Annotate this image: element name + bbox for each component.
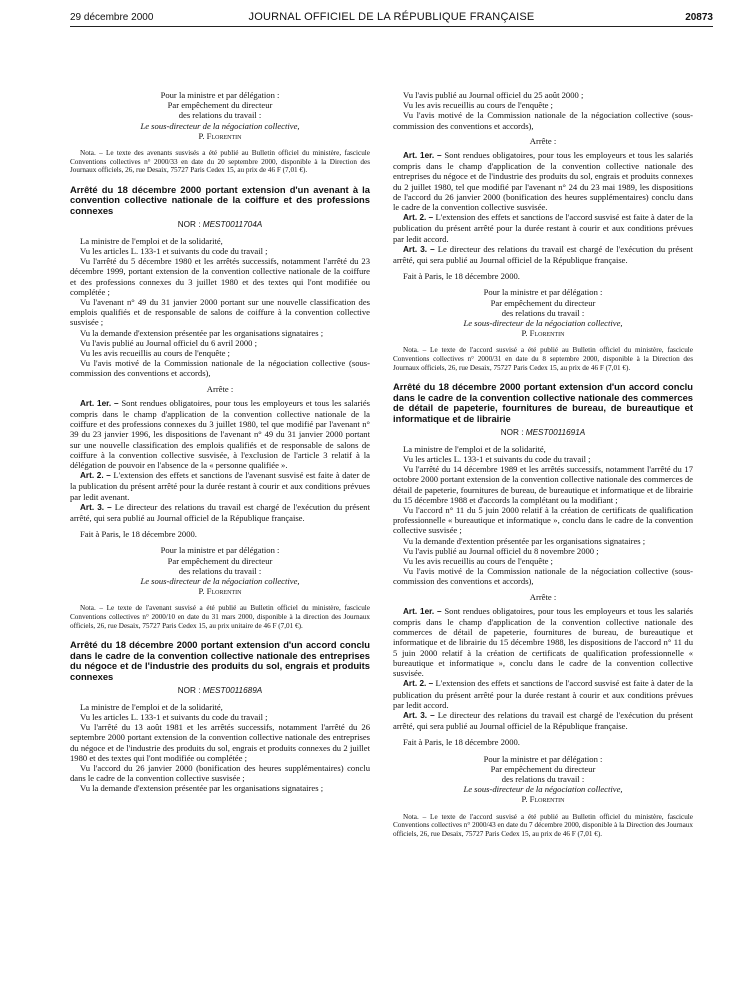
article-label: Art. 3. –	[80, 502, 112, 512]
article-text: Sont rendues obligatoires, pour tous les employeurs et tous les salariés compris dans le champ d'application de la convention collective nationale des commerces de détail de papeterie, fournitures de bureau, de bureautique et informatique et de librairie du 15 décembre 1988, les dispositions de l'accord n° 11 du 5 juin 2000 relatif à la création de certificats de qualification professionnelle « bureautique et informatique », conclu dans le cadre de la convention collective susvisée.	[393, 605, 693, 679]
signatory-name: P. Florentin	[521, 794, 565, 805]
nota: Nota. – Le texte de l'avenant susvisé a été publié au Bulletin officiel du ministère, fascicule Conventions collectives n° 2000/10 en date du 31 mars 2000, disponible à la direction des Journaux officiels, 26, rue Desaix, 75727 Paris Cedex 15, au prix unitaire de 46 F (7,01 €).	[70, 604, 370, 630]
nor-reference	[70, 220, 370, 230]
nota: Nota. – Le texte de l'accord susvisé a été publié au Bulletin officiel du ministère, fascicule Conventions collectives n° 2000/43 en date du 7 décembre 2000, disponible à la Direction des Journaux officiels, 26, rue Desaix, 75727 Paris Cedex 15, au prix de 46 F (7,01 €).	[393, 812, 693, 838]
article-label: Art. 1er. –	[403, 151, 442, 161]
paragraph: Vu les avis recueillis au cours de l'enquête ;	[403, 556, 553, 567]
article-text: Le directeur des relations du travail est chargé de l'exécution du présent arrêté, qui sera publié au Journal officiel de la République française.	[393, 709, 693, 732]
paragraph: Vu l'arrêté du 5 décembre 1980 et les arrêtés successifs, notamment l'arrêté du 23 décembre 1999, portant extension de la convention collective nationale de la coiffure et des professions connexes du 3 juillet 1980 et des textes qui l'ont modifiée ou complétée ;	[70, 256, 370, 297]
article	[393, 606, 693, 678]
nor-label: NOR :	[500, 427, 524, 437]
paragraph: Vu les avis recueillis au cours de l'enquête ;	[80, 348, 230, 359]
paragraph: Vu les articles L. 133-1 et suivants du code du travail ;	[80, 712, 268, 723]
nor-code: MEST0011691A	[525, 427, 586, 437]
signature-line: Par empêchement du directeur	[167, 555, 273, 566]
signature-line: Par empêchement du directeur	[490, 763, 596, 774]
paragraph: Vu la demande d'extention présentée par les organisations signataires ;	[403, 535, 646, 546]
article-text: Sont rendues obligatoires, pour tous les employeurs et tous les salariés compris dans le champ d'application de la convention collective nationale de la coiffure et des professions connexes du 3 juillet 1980, tel que modifié par l'avenant n° 39 du 23 janvier 1996, les dispositions de l'avenant n° 49 du 31 janvier 2000 portant sur une nouvelle classification des emplois qualifiés et de responsable de salons de coiffure à la convention collective susvisée, à l'exclusion de l'article 3 relatif à la délégation de pouvoir en l'absence de la « personne qualifiée ».	[70, 397, 370, 471]
left-column	[70, 90, 370, 794]
nor-label: NOR :	[177, 219, 201, 229]
nor-code: MEST0011689A	[202, 685, 263, 695]
decree-heading: Arrêté du 18 décembre 2000 portant extension d'un accord conclu dans le cadre de la convention collective nationale des entreprises du négoce et de l'industrie des produits du sol, engrais et produits connexes	[70, 639, 370, 683]
signature-title: Le sous-directeur de la négociation collective,	[463, 318, 623, 329]
article-text: Le directeur des relations du travail est chargé de l'exécution du présent arrêté, qui sera publié au Journal officiel de la République française.	[393, 243, 693, 266]
nor-reference	[70, 686, 370, 696]
paragraph: Vu l'avenant n° 49 du 31 janvier 2000 portant sur une nouvelle classification des emplois qualifiés et de responsable de salons de coiffure à la convention collective susvisée ;	[70, 297, 370, 328]
signature-line: Pour la ministre et par délégation :	[483, 753, 603, 764]
arrete-label: Arrête :	[206, 383, 234, 394]
article-label: Art. 1er. –	[403, 606, 442, 616]
paragraph: Vu l'avis motivé de la Commission nationale de la négociation collective (sous-commission des conventions et accords),	[393, 566, 693, 587]
paragraph: Vu les articles L. 133-1 et suivants du code du travail ;	[80, 245, 268, 256]
decree-heading: Arrêté du 18 décembre 2000 portant extension d'un accord conclu dans le cadre de la convention collective nationale des commerces de détail de papeterie, fournitures de bureau, de bureautique et informatique et de librairie	[393, 381, 693, 425]
paragraph: Vu l'avis publié au Journal officiel du 25 août 2000 ;	[403, 90, 584, 100]
article-label: Art. 3. –	[403, 244, 435, 254]
paragraph: Vu l'avis motivé de la Commission nationale de la négociation collective (sous-commission des conventions et accords),	[393, 110, 693, 131]
article	[70, 398, 370, 470]
article-text: L'extension des effets et sanctions de l'accord susvisé est faite à dater de la publication du présent arrêté pour la durée restant à courir et aux conditions prévues par ledit accord.	[393, 678, 693, 710]
signature-block	[393, 754, 693, 805]
signature-line: des relations du travail :	[178, 565, 262, 576]
nor-reference	[393, 428, 693, 438]
article-label: Art. 1er. –	[80, 398, 119, 408]
signature-line: Par empêchement du directeur	[490, 297, 596, 308]
article-text: L'extension des effets et sanctions de l'avenant susvisé est faite à dater de la publication du présent arrêté pour la durée restant à courir et aux conditions prévues par ledit avenant.	[70, 470, 370, 502]
paragraph: Vu l'avis motivé de la Commission nationale de la négociation collective (sous-commission des conventions et accords),	[70, 358, 370, 379]
article-text: Sont rendues obligatoires, pour tous les employeurs et tous les salariés compris dans le champ d'application de la convention collective nationale des entreprises du négoce et de l'industrie des produits du sol, engrais et produits connexes du 2 juillet 1980, tel que modifié par l'avenant n° 24 du 23 mai 1989, les dispositions de l'accord du 26 janvier 2000 (bonification des heures supplémentaires) conclu dans le cadre de la convention collective susvisée.	[393, 150, 693, 213]
article-label: Art. 2. –	[403, 213, 434, 223]
article	[393, 710, 693, 731]
article-label: Art. 2. –	[80, 471, 111, 481]
nota: Nota. – Le texte des avenants susvisés a été publié au Bulletin officiel du ministère, fascicule Conventions collectives n° 2000/33 en date du 20 septembre 2000, disponible à la Direction des Journaux officiels, 26, rue Desaix, 75727 Paris Cedex 15, au prix de 46 F (7,01 €).	[70, 149, 370, 175]
place-date: Fait à Paris, le 18 décembre 2000.	[80, 529, 197, 540]
signatory-name: P. Florentin	[198, 586, 242, 597]
paragraph: Vu l'avis publié au Journal officiel du 6 avril 2000 ;	[80, 337, 258, 348]
signature-block	[70, 545, 370, 596]
paragraph: Vu les articles L. 133-1 et suivants du code du travail ;	[403, 454, 591, 465]
paragraph: La ministre de l'emploi et de la solidarité,	[403, 443, 546, 454]
paragraph: La ministre de l'emploi et de la solidarité,	[80, 701, 223, 712]
signatory-name: P. Florentin	[198, 130, 242, 141]
signature-line: des relations du travail :	[501, 307, 585, 318]
header-title: JOURNAL OFFICIEL DE LA RÉPUBLIQUE FRANÇAISE	[248, 11, 535, 23]
article	[393, 678, 693, 710]
nota: Nota. – Le texte de l'accord susvisé a été publié au Bulletin officiel du ministère, fascicule Conventions collectives n° 2000/31 en date du 8 septembre 2000, disponible à la Direction des Journaux officiels, 26, rue Desaix, 75727 Paris Cedex 15, au prix de 46 F (7,01 €).	[393, 346, 693, 372]
arrete-label: Arrête :	[529, 135, 557, 146]
nor-label: NOR :	[177, 685, 201, 695]
article	[70, 502, 370, 523]
signature-line: Pour la ministre et par délégation :	[483, 287, 603, 298]
signatory-name: P. Florentin	[521, 328, 565, 339]
signature-block	[393, 287, 693, 338]
paragraph: Vu l'arrêté du 14 décembre 1989 et les arrêtés successifs, notamment l'arrêté du 17 octobre 2000 portant extension de la convention collective nationale des commerces de détail de papeterie, fournitures de bureau, de bureautique et informatique et de librairie du 15 décembre 1988 et d'accords la complétant ou la modifiant ;	[393, 464, 693, 505]
header-date: 29 décembre 2000	[70, 12, 154, 23]
paragraph: Vu les avis recueillis au cours de l'enquête ;	[403, 100, 553, 111]
paragraph: Vu la demande d'extension présentée par les organisations signataires ;	[80, 327, 324, 338]
paragraph: Vu l'accord n° 11 du 5 juin 2000 relatif à la création de certificats de qualification professionnelle « bureautique et informatique », conclu dans le cadre de la convention collective susvisée ;	[393, 505, 693, 536]
paragraph: Vu l'accord du 26 janvier 2000 (bonification des heures supplémentaires) conclu dans le cadre de la convention collective susvisée ;	[70, 763, 370, 784]
paragraph: Vu l'avis publié au Journal officiel du 8 novembre 2000 ;	[403, 545, 599, 556]
signature-line: Pour la ministre et par délégation :	[160, 90, 280, 100]
article	[70, 470, 370, 502]
article	[393, 244, 693, 265]
signature-title: Le sous-directeur de la négociation collective,	[140, 120, 300, 131]
article-label: Art. 2. –	[403, 679, 434, 689]
signature-line: Pour la ministre et par délégation :	[160, 545, 280, 556]
article-label: Art. 3. –	[403, 710, 435, 720]
paragraph: Vu l'arrêté du 13 août 1981 et les arrêtés successifs, notamment l'arrêté du 26 septembre 2000 portant extension de la convention collective nationale des entreprises du négoce et de l'industrie des produits du sol, engrais et produits connexes du 2 juillet 1980 et des textes qui l'ont modifiée ou complétée ;	[70, 722, 370, 763]
signature-block	[70, 90, 370, 141]
paragraph: La ministre de l'emploi et de la solidarité,	[80, 235, 223, 246]
signature-title: Le sous-directeur de la négociation collective,	[463, 784, 623, 795]
place-date: Fait à Paris, le 18 décembre 2000.	[403, 271, 520, 282]
right-column	[393, 90, 693, 838]
article-text: Le directeur des relations du travail est chargé de l'exécution du présent arrêté, qui sera publié au Journal officiel de la République française.	[70, 501, 370, 524]
article	[393, 212, 693, 244]
article	[393, 150, 693, 212]
arrete-label: Arrête :	[529, 591, 557, 602]
decree-heading: Arrêté du 18 décembre 2000 portant extension d'un avenant à la convention collective nationale de la coiffure et des professions connexes	[70, 183, 370, 216]
signature-title: Le sous-directeur de la négociation collective,	[140, 576, 300, 587]
signature-line: des relations du travail :	[178, 110, 262, 121]
signature-line: des relations du travail :	[501, 773, 585, 784]
article-text: L'extension des effets et sanctions de l'accord susvisé est faite à dater de la publication du présent arrêté pour la durée restant à courir et aux conditions prévues par ledit accord.	[393, 212, 693, 244]
paragraph: Vu la demande d'extension présentée par les organisations signataires ;	[80, 783, 324, 794]
signature-line: Par empêchement du directeur	[167, 100, 273, 111]
page-number: 20873	[685, 12, 713, 23]
page-header	[70, 10, 713, 27]
place-date: Fait à Paris, le 18 décembre 2000.	[403, 737, 520, 748]
nor-code: MEST0011704A	[202, 219, 263, 229]
